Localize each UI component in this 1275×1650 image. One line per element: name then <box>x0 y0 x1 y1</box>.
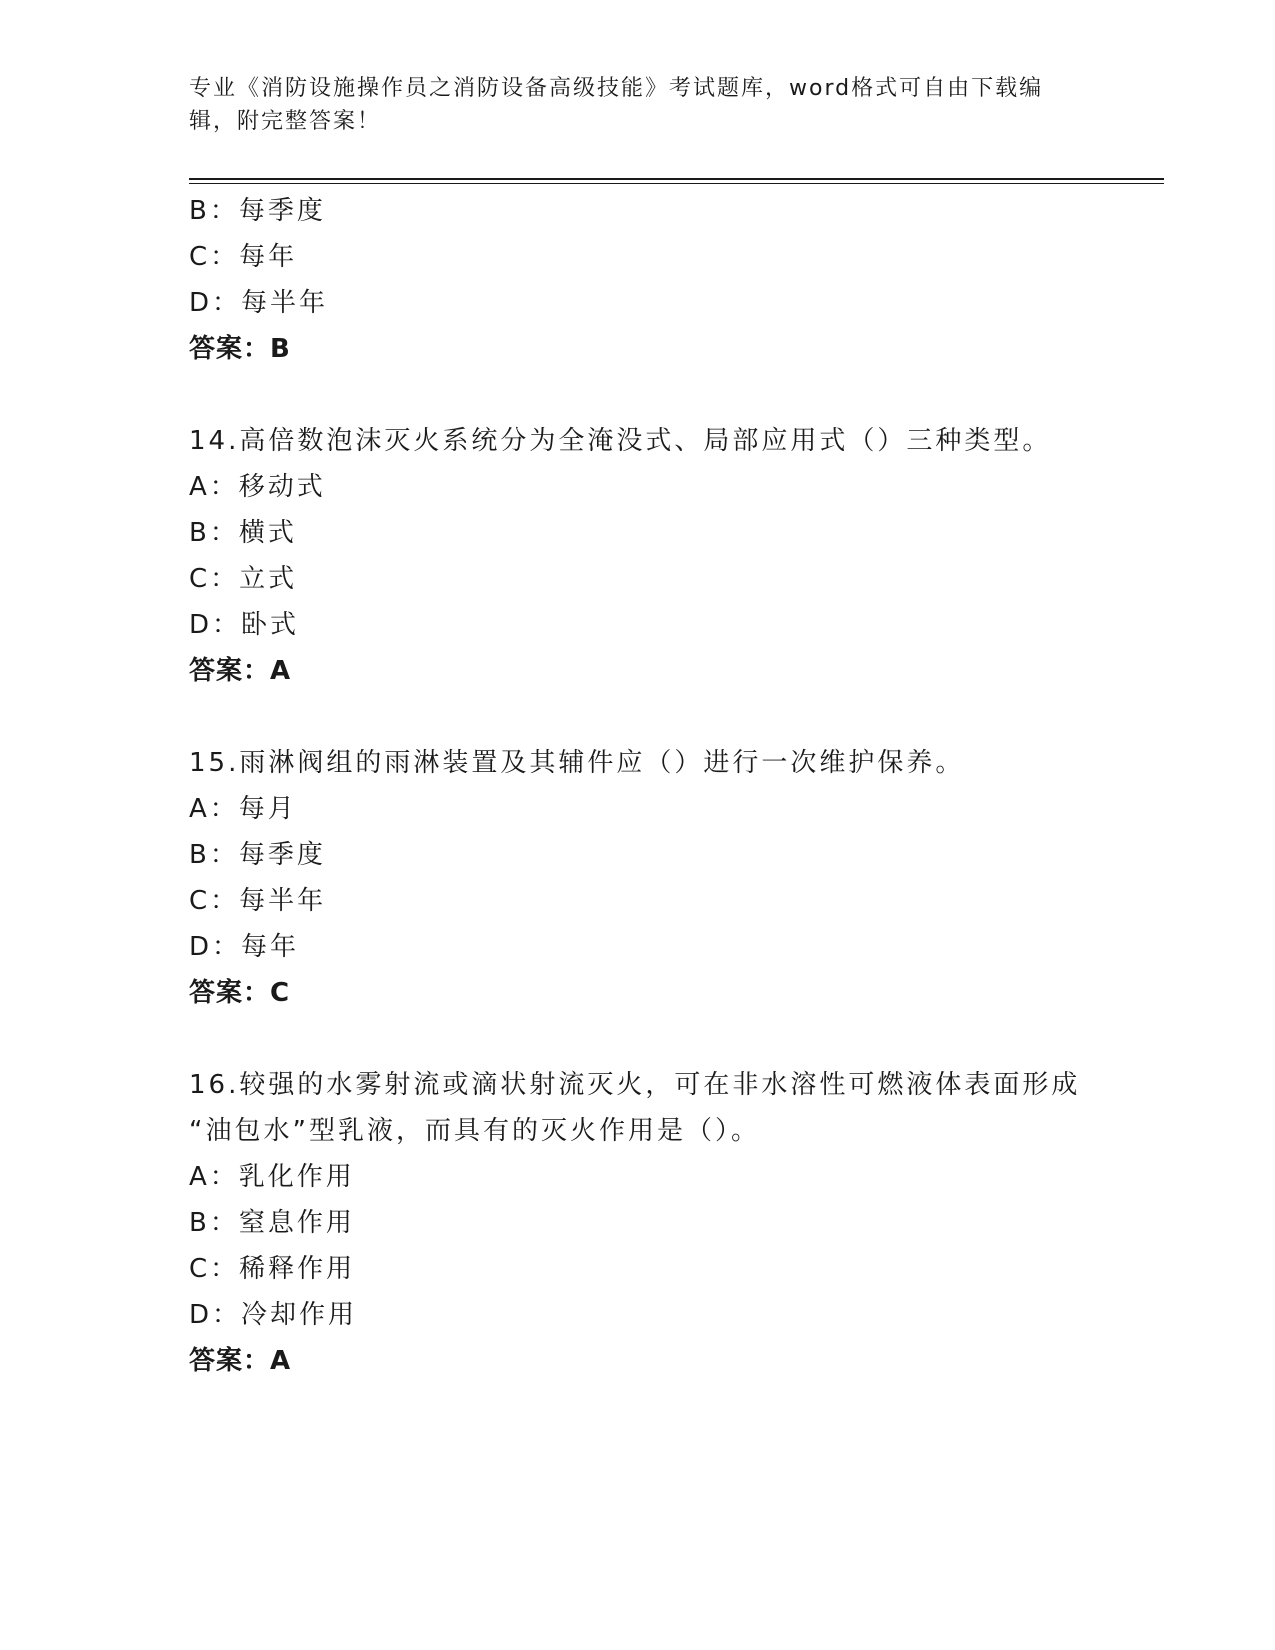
option-b: B：每季度 <box>189 196 326 226</box>
option-d: D：每半年 <box>189 288 329 318</box>
option-c: C：立式 <box>189 564 298 594</box>
option-c: C：每年 <box>189 242 298 272</box>
option-d: D：冷却作用 <box>189 1300 358 1330</box>
option-b: B：每季度 <box>189 840 326 870</box>
header-line-1: 专业《消防设施操作员之消防设备高级技能》考试题库，word格式可自由下载编 <box>189 76 1044 101</box>
question-stem: 16.较强的水雾射流或滴状射流灭火，可在非水溶性可燃液体表面形成 <box>189 1070 1081 1100</box>
answer-line: 答案：A <box>189 1346 292 1376</box>
option-a: A：移动式 <box>189 472 326 502</box>
spacer <box>189 372 1149 418</box>
question-15 <box>189 740 1149 1016</box>
answer-line: 答案：C <box>189 978 291 1008</box>
answer-line: 答案：B <box>189 334 291 364</box>
header-divider <box>189 178 1164 184</box>
option-d: D：每年 <box>189 932 300 962</box>
question-list <box>189 188 1149 1384</box>
question-14 <box>189 418 1149 694</box>
option-c: C：每半年 <box>189 886 327 916</box>
question-stem-continued: “油包水”型乳液，而具有的灭火作用是（）。 <box>189 1116 760 1146</box>
option-b: B：窒息作用 <box>189 1208 355 1238</box>
document-header <box>189 72 1089 138</box>
spacer <box>189 694 1149 740</box>
option-a: A：乳化作用 <box>189 1162 355 1192</box>
option-c: C：稀释作用 <box>189 1254 356 1284</box>
option-b: B：横式 <box>189 518 297 548</box>
option-d: D：卧式 <box>189 610 300 640</box>
question-stem: 14.高倍数泡沫灭火系统分为全淹没式、局部应用式（）三种类型。 <box>189 426 1052 456</box>
option-a: A：每月 <box>189 794 297 824</box>
spacer <box>189 1016 1149 1062</box>
header-line-2: 辑，附完整答案！ <box>189 109 382 134</box>
answer-line: 答案：A <box>189 656 292 686</box>
question-13-continued <box>189 188 1149 372</box>
question-16 <box>189 1062 1149 1384</box>
question-stem: 15.雨淋阀组的雨淋装置及其辅件应（）进行一次维护保养。 <box>189 748 965 778</box>
